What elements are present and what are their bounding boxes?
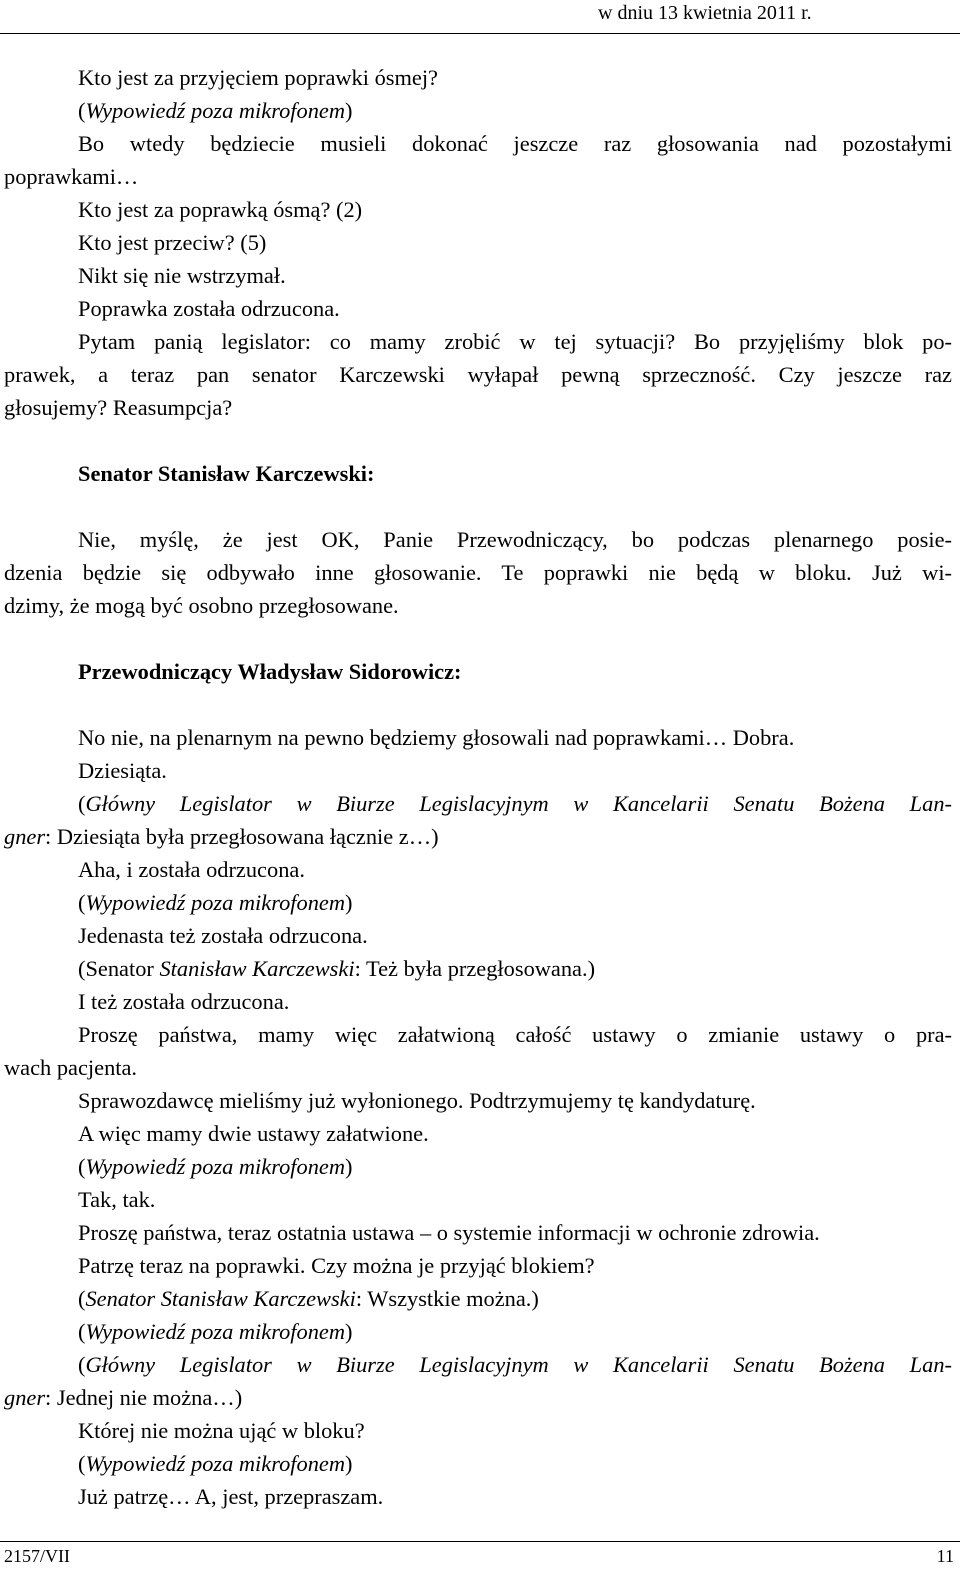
text-line — [4, 952, 952, 985]
text-line: dzenia będzie się odbywało inne głosowanie. Te poprawki nie będą w bloku. Już wi- — [4, 560, 952, 585]
page-number: 11 — [936, 1546, 954, 1566]
text-line: wach pacjenta. — [4, 1055, 138, 1080]
text-line: I też została odrzucona. — [78, 989, 290, 1014]
text-fragment: : Dziesiąta była przegłosowana łącznie z…) — [45, 824, 439, 849]
speaker-heading: Senator Stanisław Karczewski: — [78, 461, 375, 486]
stage-direction: Wypowiedź poza mikrofonem — [85, 1154, 346, 1179]
text-line: dzimy, że mogą być osobno przegłosowane. — [4, 593, 399, 618]
text-line: Proszę państwa, teraz ostatnia ustawa – o systemie informacji w ochronie zdrowia. — [78, 1220, 820, 1245]
text-line: Aha, i została odrzucona. — [78, 857, 305, 882]
text-line: Proszę państwa, mamy więc załatwioną całość ustawy o zmianie ustawy o pra- — [78, 1022, 952, 1047]
text-line: Kto jest za poprawką ósmą? (2) — [78, 197, 363, 222]
text-line — [4, 820, 952, 853]
text-line: Tak, tak. — [78, 1187, 156, 1212]
text-line: (Główny Legislator w Biurze Legislacyjnym w Kancelarii Senatu Bożena Lan- — [78, 1352, 952, 1377]
text-line: (Wypowiedź poza mikrofonem) — [78, 98, 353, 123]
text-line: głosujemy? Reasumpcja? — [4, 395, 233, 420]
text-fragment: : Jednej nie można…) — [45, 1385, 243, 1410]
speaker-heading: Przewodniczący Władysław Sidorowicz: — [78, 659, 462, 684]
text-line: Kto jest za przyjęciem poprawki ósmej? — [78, 65, 438, 90]
text-fragment: : Wszystkie można.) — [355, 1286, 539, 1311]
text-line: poprawkami… — [4, 164, 139, 189]
text-line: Sprawozdawcę mieliśmy już wyłonionego. Podtrzymujemy tę kandydaturę. — [78, 1088, 756, 1113]
text-line: A więc mamy dwie ustawy załatwione. — [78, 1121, 429, 1146]
text-line: Poprawka została odrzucona. — [78, 296, 340, 321]
text-line: (Wypowiedź poza mikrofonem) — [78, 1154, 353, 1179]
text-line: No nie, na plenarnym na pewno będziemy głosowali nad poprawkami… Dobra. — [78, 725, 795, 750]
text-line: Bo wtedy będziecie musieli dokonać jeszcze raz głosowania nad pozostałymi — [78, 131, 952, 156]
text-line: (Główny Legislator w Biurze Legislacyjnym w Kancelarii Senatu Bożena Lan- — [78, 791, 952, 816]
transcript-body — [4, 61, 952, 1513]
stage-direction: Główny Legislator w Biurze Legislacyjnym w Kancelarii Senatu Bożena Lan- — [85, 1352, 952, 1377]
text-line: Jedenasta też została odrzucona. — [78, 923, 368, 948]
text-line: Patrzę teraz na poprawki. Czy można je przyjąć blokiem? — [78, 1253, 595, 1278]
text-line: Nie, myślę, że jest OK, Panie Przewodniczący, bo podczas plenarnego posie- — [78, 527, 952, 552]
text-line: prawek, a teraz pan senator Karczewski wyłapał pewną sprzeczność. Czy jeszcze raz — [4, 362, 952, 387]
text-line: Której nie można ująć w bloku? — [78, 1418, 365, 1443]
stage-direction: Wypowiedź poza mikrofonem — [85, 890, 346, 915]
stage-direction: Główny Legislator w Biurze Legislacyjnym w Kancelarii Senatu Bożena Lan- — [85, 791, 952, 816]
text-line: Dziesiąta. — [78, 758, 167, 783]
stage-direction: gner — [4, 1385, 46, 1410]
text-line — [4, 1381, 952, 1414]
text-line: (Wypowiedź poza mikrofonem) — [78, 890, 353, 915]
text-fragment: : Też była przegłosowana.) — [354, 956, 596, 981]
stage-direction: Wypowiedź poza mikrofonem — [85, 1451, 346, 1476]
stage-direction: Wypowiedź poza mikrofonem — [85, 1319, 346, 1344]
text-line: (Senator Stanisław Karczewski: Wszystkie można.) — [78, 1286, 539, 1311]
document-number: 2157/VII — [4, 1546, 70, 1566]
footer-divider — [0, 1541, 960, 1542]
stage-direction: Wypowiedź poza mikrofonem — [85, 98, 346, 123]
header-date: w dniu 13 kwietnia 2011 r. — [598, 2, 812, 24]
stage-direction: gner — [4, 824, 46, 849]
text-line: Już patrzę… A, jest, przepraszam. — [78, 1484, 384, 1509]
header-divider — [0, 33, 960, 34]
text-line: Nikt się nie wstrzymał. — [78, 263, 286, 288]
stage-direction: Senator Stanisław Karczewski — [85, 1286, 356, 1311]
text-line: (Wypowiedź poza mikrofonem) — [78, 1451, 353, 1476]
text-fragment: (Senator — [78, 956, 160, 981]
stage-direction: Stanisław Karczewski — [159, 956, 355, 981]
text-line: Kto jest przeciw? (5) — [78, 230, 267, 255]
text-line: Pytam panią legislator: co mamy zrobić w tej sytuacji? Bo przyjęliśmy blok po- — [78, 329, 952, 354]
text-line: (Wypowiedź poza mikrofonem) — [78, 1319, 353, 1344]
